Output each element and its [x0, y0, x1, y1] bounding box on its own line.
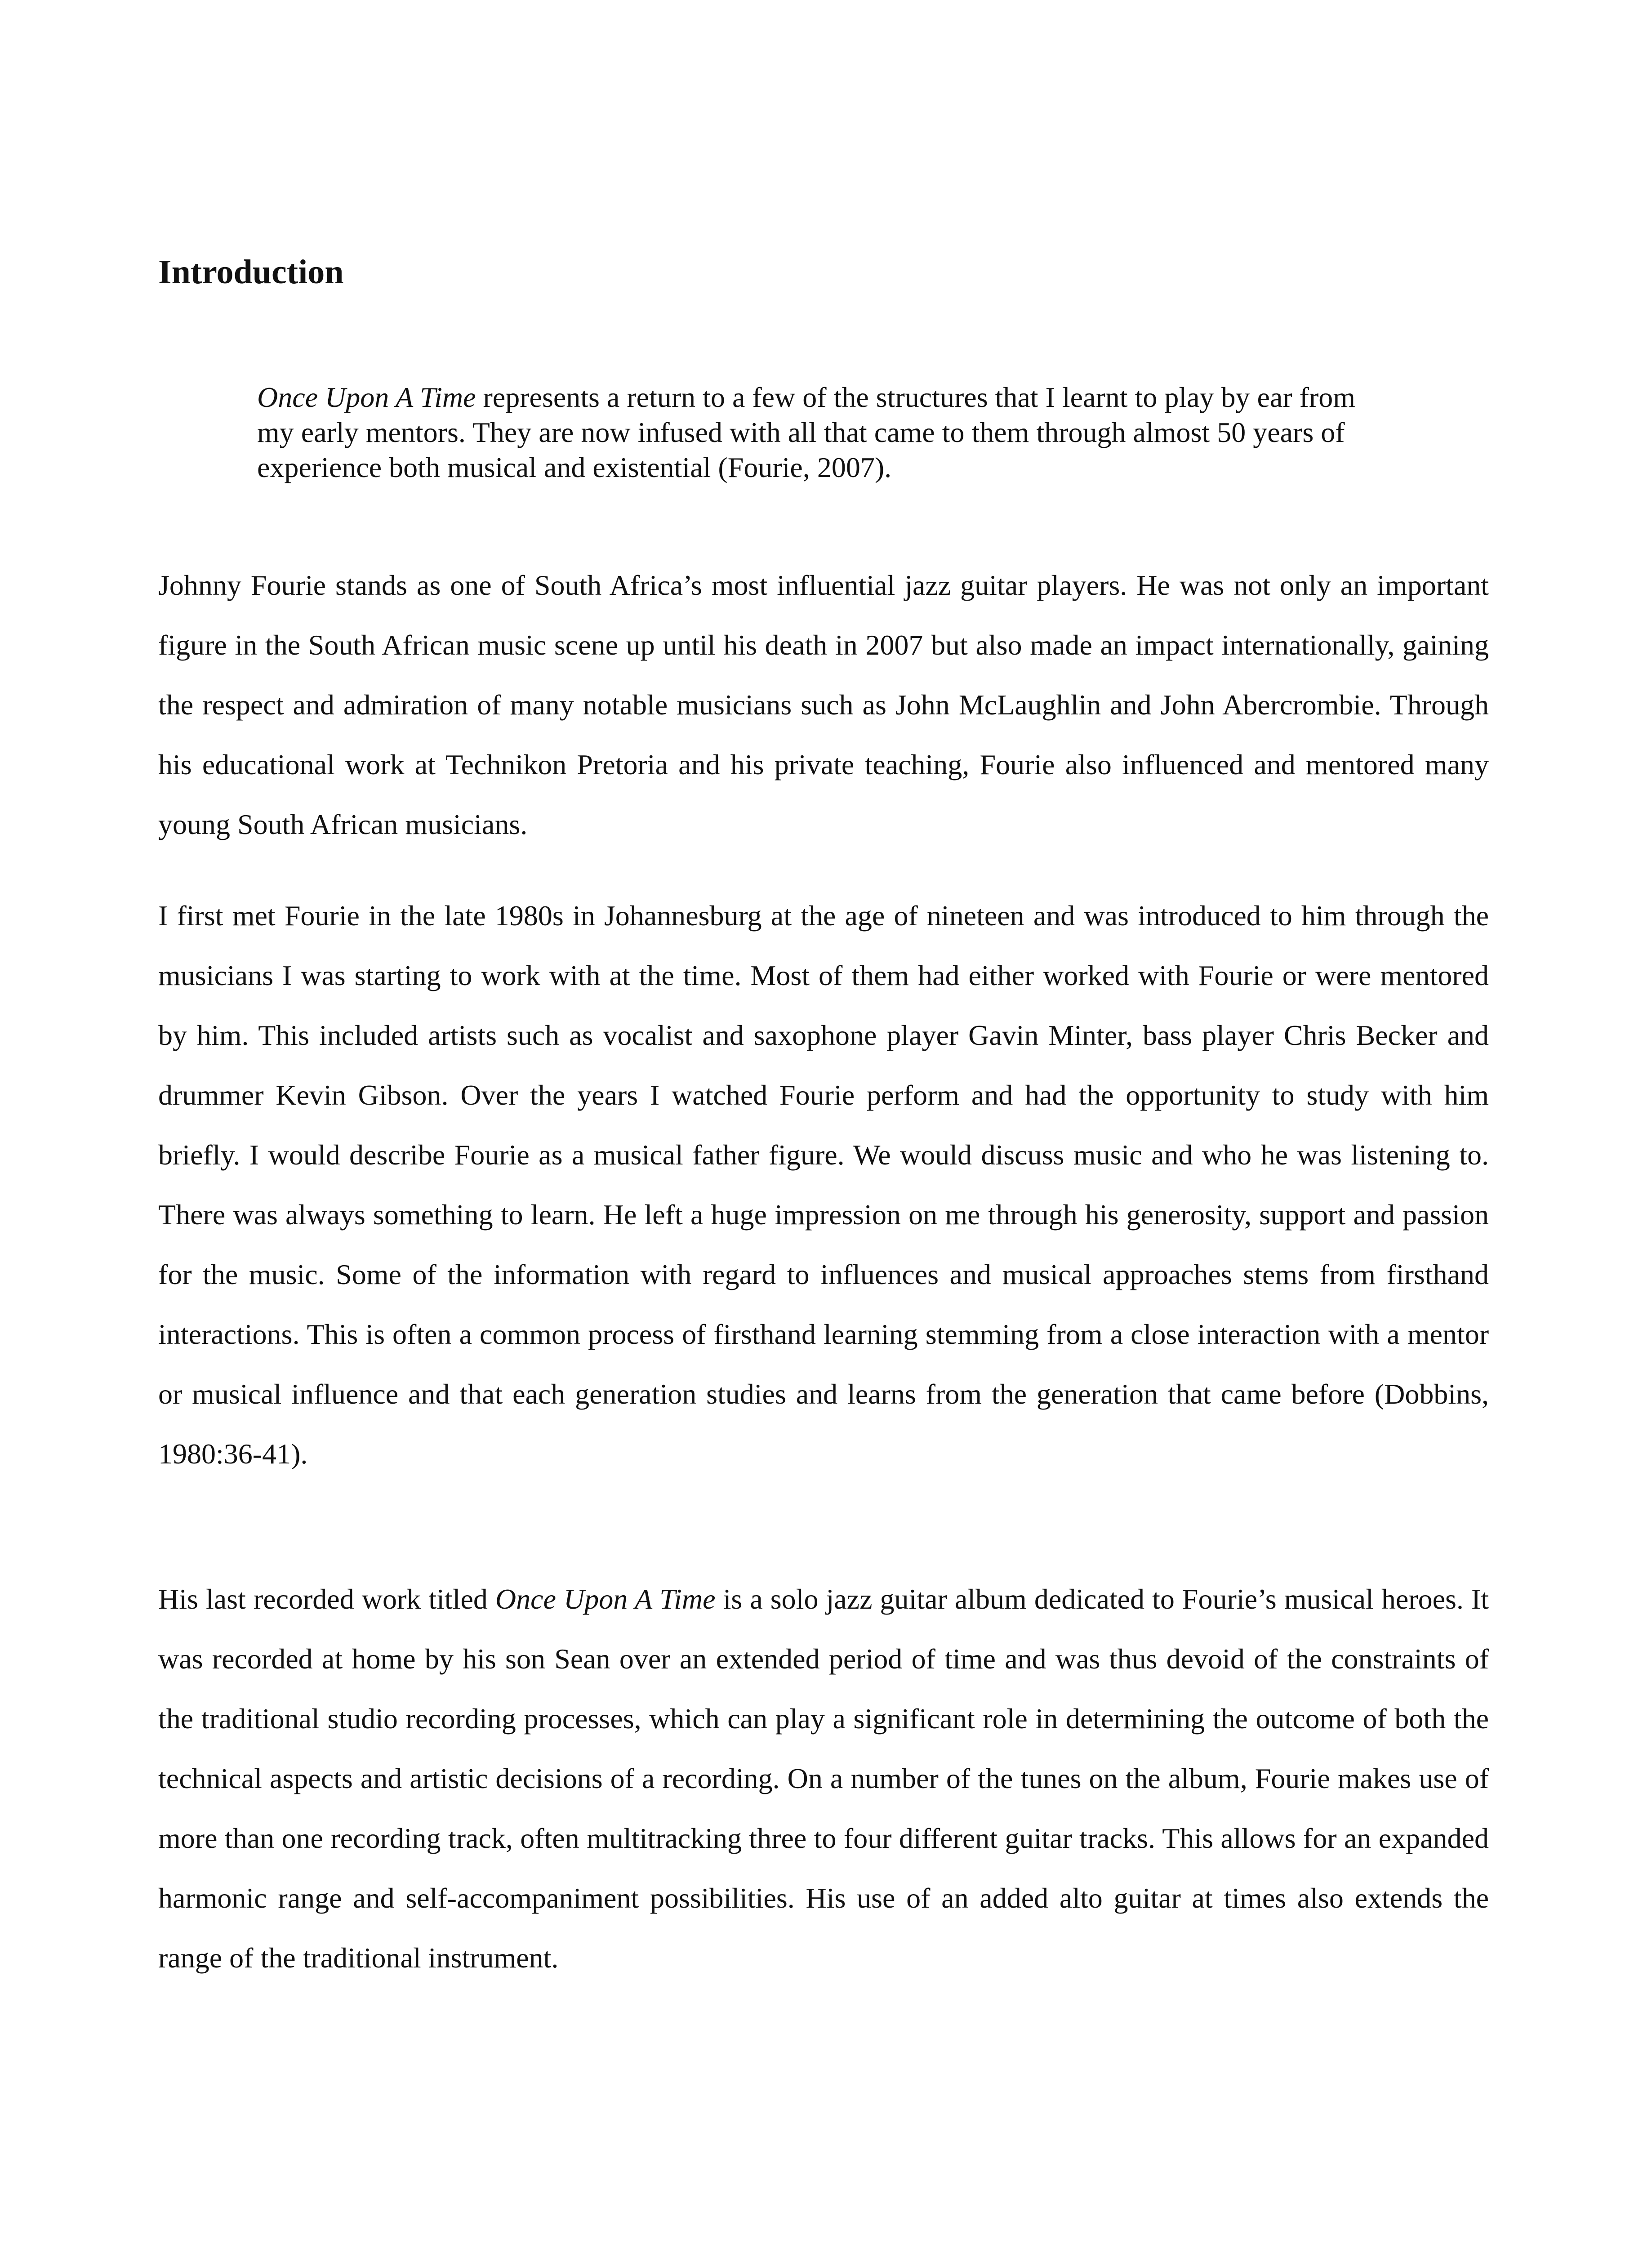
paragraph-first-meeting: I first met Fourie in the late 1980s in Johannesburg at the age of nineteen and was introduced to him through the musicians I was starting to work with at the time. Most of them had either worked with Fourie or were mentored by him. This included artists such as vocalist and saxophone player Gavin Minter, bass player Chris Becker and drummer Kevin Gibson. Over the years I watched Fourie perform and had the opportunity to study with him briefly. I would describe Fourie as a musical father figure. We would discuss music and who he was listening to. There was always something to learn. He left a huge impression on me through his generosity, support and passion for the music. Some of the information with regard to influences and musical approaches stems from firsthand interactions. This is often a common process of firsthand learning stemming from a close interaction with a mentor or musical influence and that each generation studies and learns from the generation that came before (Dobbins, 1980:36-41). — [158, 900, 1489, 1470]
album-title: Once Upon A Time — [495, 1583, 716, 1615]
paragraph-last-recording — [158, 1569, 1489, 1988]
paragraph-last-recording-lead: His last recorded work titled — [158, 1583, 495, 1615]
epigraph-album-title: Once Upon A Time — [257, 381, 476, 413]
paragraph-introduction: Johnny Fourie stands as one of South Africa’s most influential jazz guitar players. He was not only an important figure in the South African music scene up until his death in 2007 but also made an impact internationally, gaining the respect and admiration of many notable musicians such as John McLaughlin and John Abercrombie. Through his educational work at Technikon Pretoria and his private teaching, Fourie also influenced and mentored many young South African musicians. — [158, 569, 1489, 840]
epigraph-text: represents a return to a few of the structures that I learnt to play by ear from my early mentors. They are now infused with all that came to them through almost 50 years of experience both musical and existential (Fourie, 2007). — [257, 381, 1356, 483]
section-heading: Introduction — [158, 253, 344, 291]
epigraph-quote — [257, 380, 1381, 485]
paragraph-last-recording-rest: is a solo jazz guitar album dedicated to Fourie’s musical heroes. It was recorded at home by his son Sean over an extended period of time and was thus devoid of the constraints of the traditional studio recording processes, which can play a significant role in determining the outcome of both the technical aspects and artistic decisions of a recording. On a number of the tunes on the album, Fourie makes use of more than one recording track, often multitracking three to four different guitar tracks. This allows for an expanded harmonic range and self-accompaniment possibilities. His use of an added alto guitar at times also extends the range of the traditional instrument. — [158, 1583, 1489, 1974]
